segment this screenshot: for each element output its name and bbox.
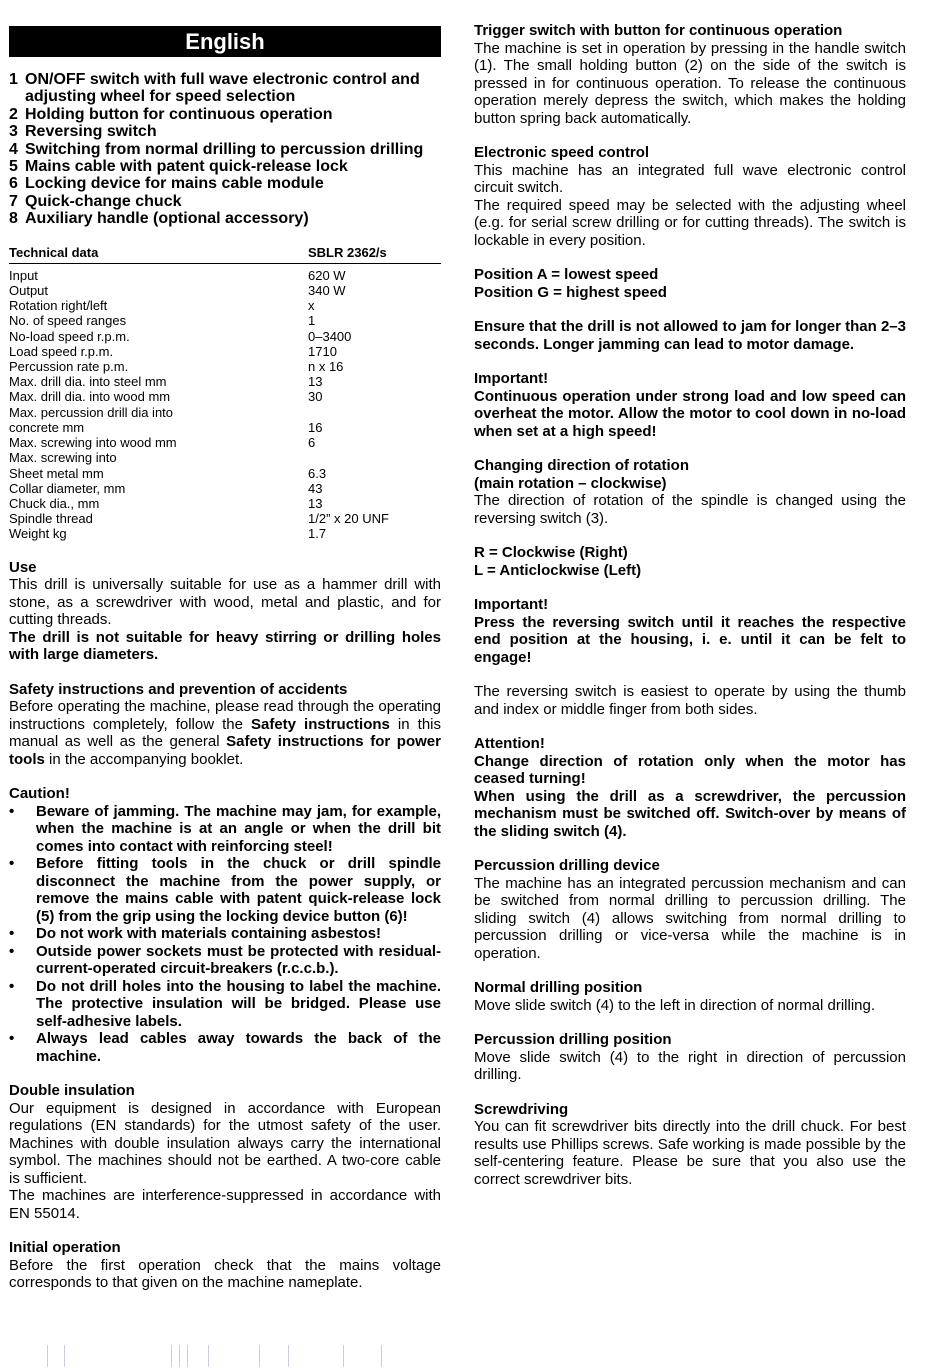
tech-header-model: SBLR 2362/s xyxy=(308,245,441,264)
table-row: Chuck dia., mm 13 xyxy=(9,495,323,511)
section-heading: Changing direction of rotation xyxy=(474,457,689,474)
speed-positions xyxy=(474,266,906,301)
initial-operation-section xyxy=(9,1239,441,1292)
jam-warning-section xyxy=(474,318,906,353)
interference-text: The machines are interference-suppressed in accordance with EN 55014. xyxy=(9,1187,441,1222)
section-heading: Safety instructions and prevention of accidents xyxy=(9,680,348,698)
initial-operation-text: Before the first operation check that the mains voltage corresponds to that given on the machine nameplate. xyxy=(9,1256,441,1292)
section-heading: Screwdriving xyxy=(474,1100,569,1118)
jam-warning: Ensure that the drill is not allowed to jam for longer than 2–3 seconds. Longer jamming can lead to motor damage. xyxy=(474,318,906,353)
parts-list-item: 1 ON/OFF switch with full wave electronic control and adjusting wheel for speed selection xyxy=(9,71,420,106)
section-subheading: (main rotation – clockwise) xyxy=(474,474,667,492)
section-heading: Double insulation xyxy=(9,1082,135,1100)
table-row: Input 620 W xyxy=(9,267,346,283)
parts-list-item: 6 Locking device for mains cable module xyxy=(9,175,324,193)
speed-text-2: The required speed may be selected with the adjusting wheel (e.g. for serial screw drilling or for cutting threads). The switch is lockable in every position. xyxy=(474,196,906,249)
technical-data-table xyxy=(9,245,441,542)
section-heading: Electronic speed control xyxy=(474,144,650,161)
parts-list-item: 7 Quick-change chuck xyxy=(9,192,182,210)
use-warning: The drill is not suitable for heavy stirring or drilling holes with large diameters. xyxy=(9,628,441,664)
table-row: concrete mm 16 xyxy=(9,419,323,435)
list-item: • Do not work with materials containing asbestos! xyxy=(9,925,441,943)
registration-mark xyxy=(171,1345,172,1367)
section-heading: Use xyxy=(9,558,37,576)
list-item: • Before fitting tools in the chuck or drill spindle disconnect the machine from the power supply, or remove the mains cable with patent quick-release lock (5) from the grip using the locking device button (6)! xyxy=(9,855,441,925)
section-heading: Percussion drilling device xyxy=(474,857,660,874)
safety-section xyxy=(9,681,441,769)
caution-list xyxy=(9,803,441,1066)
left-column xyxy=(9,24,441,1292)
section-heading: Caution! xyxy=(9,785,70,803)
parts-list-item: 2 Holding button for continuous operation xyxy=(9,105,333,123)
overheat-warning: Continuous operation under strong load and low speed can overheat the motor. Allow the motor to cool down in no-load when set at a high speed! xyxy=(474,387,906,440)
registration-mark xyxy=(259,1345,260,1367)
table-row: No-load speed r.p.m. 0–3400 xyxy=(9,328,352,344)
percussion-device-section xyxy=(474,857,906,962)
print-registration-marks xyxy=(0,1345,950,1367)
trigger-text: The machine is set in operation by pressing in the handle switch (1). The small holding button (2) on the side of the switch is pressed in for continuous operation. To release the continuous operation merely depress the switch, which makes the holding button spring back automatically. xyxy=(474,39,906,127)
language-title: English xyxy=(9,26,441,57)
attention-section xyxy=(474,735,906,840)
safety-text: Before operating the machine, please read through the operating instructions completely, follow the Safety instructions in this manual as well as the general Safety instructions for power tools in the accompanying booklet. xyxy=(9,698,441,768)
percussion-position-section xyxy=(474,1031,906,1084)
registration-mark xyxy=(187,1345,188,1367)
attention-text-1: Change direction of rotation only when the motor has ceased turning! xyxy=(474,752,906,787)
position-a: Position A = lowest speed xyxy=(474,266,659,283)
speed-control-section xyxy=(474,144,906,249)
attention-text-2: When using the drill as a screwdriver, the percussion mechanism must be switched off. Switch-over by means of the sliding switch (4). xyxy=(474,787,906,840)
registration-mark xyxy=(64,1345,65,1367)
table-row: Collar diameter, mm 43 xyxy=(9,480,323,496)
table-row: Spindle thread 1/2” x 20 UNF xyxy=(9,511,389,527)
list-item: • Beware of jamming. The machine may jam, for example, when the machine is at an angle or when the drill bit comes into contact with reinforcing steel! xyxy=(9,803,441,856)
double-insulation-section xyxy=(9,1082,441,1222)
section-heading: Attention! xyxy=(474,735,545,752)
use-section xyxy=(9,559,441,664)
position-g: Position G = highest speed xyxy=(474,283,667,301)
use-text: This drill is universally suitable for use as a hammer drill with stone, as a screwdriver with wood, metal and plastic, and for cutting threads. xyxy=(9,576,441,629)
registration-mark xyxy=(288,1345,289,1367)
direction-legend xyxy=(474,544,906,579)
trigger-section xyxy=(474,22,906,127)
registration-mark xyxy=(47,1345,48,1367)
table-row: Max. drill dia. into steel mm 13 xyxy=(9,374,323,390)
table-header-row xyxy=(9,245,441,264)
right-column xyxy=(474,22,906,1188)
table-row: No. of speed ranges 1 xyxy=(9,313,316,329)
registration-mark xyxy=(381,1345,382,1367)
screwdriving-text: You can fit screwdriver bits directly into the drill chuck. For best results use Phillips screws. Safe working is made possible by the self-centering feature. Please be sure that you also use the correct screwdriver bits. xyxy=(474,1118,906,1188)
double-insulation-text: Our equipment is designed in accordance with European regulations (EN standards) for the utmost safety of the user. Machines with double insulation always carry the international symbol. The machines should not be earthed. A two-core cable is sufficient. xyxy=(9,1099,441,1187)
list-item: • Outside power sockets must be protected with residual-current-operated circuit-breakers (r.c.c.b.). xyxy=(9,943,441,978)
normal-position-text: Move slide switch (4) to the left in direction of normal drilling. xyxy=(474,996,876,1014)
rotation-section xyxy=(474,457,906,527)
table-row: Sheet metal mm 6.3 xyxy=(9,465,327,481)
speed-text-1: This machine has an integrated full wave electronic control circuit switch. xyxy=(474,161,906,196)
direction-left: L = Anticlockwise (Left) xyxy=(474,561,642,579)
normal-position-section xyxy=(474,979,906,1014)
percussion-position-text: Move slide switch (4) to the right in direction of percussion drilling. xyxy=(474,1048,906,1083)
section-heading: Important! xyxy=(474,596,549,613)
reversing-tip-section xyxy=(474,683,906,718)
tech-header-label: Technical data xyxy=(9,245,308,264)
table-row: Max. screwing into xyxy=(9,450,117,466)
rotation-text: The direction of rotation of the spindle is changed using the reversing switch (3). xyxy=(474,492,906,527)
section-heading: Important! xyxy=(474,370,549,387)
parts-list-item: 4 Switching from normal drilling to percussion drilling xyxy=(9,140,424,158)
percussion-device-text: The machine has an integrated percussion mechanism and can be switched from normal drilling to percussion drilling. The sliding switch (4) allows switching from normal drilling to percussion drilling or vice-versa while the machine is in operation. xyxy=(474,874,906,962)
registration-mark xyxy=(343,1345,344,1367)
table-row: Output 340 W xyxy=(9,283,346,299)
list-item: • Do not drill holes into the housing to label the machine. The protective insulation will be bridged. Please use self-adhesive labels. xyxy=(9,978,441,1031)
important-reversing-section xyxy=(474,596,906,666)
table-row: Rotation right/left x xyxy=(9,298,315,314)
section-heading: Trigger switch with button for continuous operation xyxy=(474,22,843,39)
table-row: Max. drill dia. into wood mm 30 xyxy=(9,389,323,405)
list-item: • Always lead cables away towards the back of the machine. xyxy=(9,1030,441,1065)
parts-list-item: 8 Auxiliary handle (optional accessory) xyxy=(9,210,309,228)
table-row: Max. screwing into wood mm 6 xyxy=(9,435,316,451)
important-overheat-section xyxy=(474,370,906,440)
registration-mark xyxy=(179,1345,180,1367)
parts-list-item: 5 Mains cable with patent quick-release lock xyxy=(9,158,348,176)
table-row: Load speed r.p.m. 1710 xyxy=(9,343,337,359)
caution-section xyxy=(9,785,441,1065)
section-heading: Normal drilling position xyxy=(474,979,643,996)
reversing-warning: Press the reversing switch until it reaches the respective end position at the housing, i. e. until it can be felt to engage! xyxy=(474,613,906,666)
direction-right: R = Clockwise (Right) xyxy=(474,544,628,561)
table-row: Percussion rate p.m. n x 16 xyxy=(9,359,344,375)
screwdriving-section xyxy=(474,1101,906,1189)
table-row: Weight kg 1.7 xyxy=(9,526,327,542)
parts-list xyxy=(9,71,441,228)
parts-list-item: 3 Reversing switch xyxy=(9,123,157,141)
section-heading: Initial operation xyxy=(9,1239,121,1257)
reversing-tip: The reversing switch is easiest to operate by using the thumb and index or middle finger from both sides. xyxy=(474,683,906,718)
registration-mark xyxy=(208,1345,209,1367)
section-heading: Percussion drilling position xyxy=(474,1031,672,1048)
table-row: Max. percussion drill dia into xyxy=(9,404,174,420)
